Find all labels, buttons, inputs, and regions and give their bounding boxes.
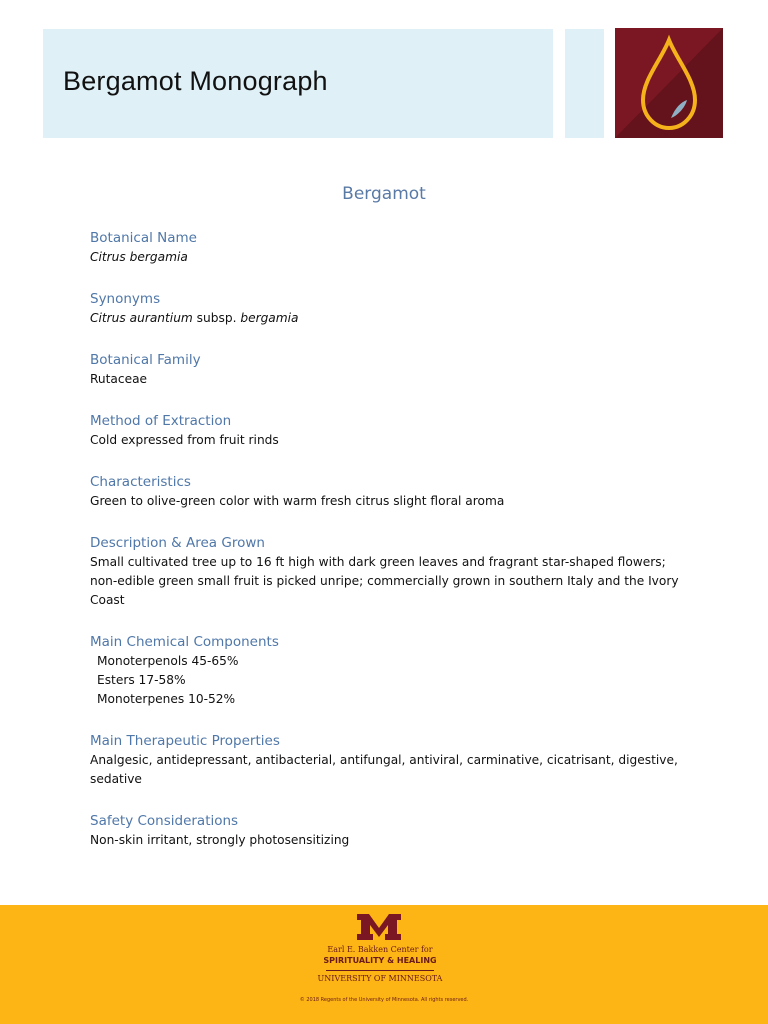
- latin-name: Citrus bergamia: [90, 250, 188, 264]
- section-value: [90, 309, 690, 328]
- monograph-content: [90, 229, 690, 850]
- section-safety: [90, 812, 690, 850]
- latin-name: Citrus aurantium: [90, 311, 193, 325]
- subspecies-label: subsp.: [192, 311, 241, 325]
- section-value: [90, 248, 690, 267]
- footer-center-name: Earl E. Bakken Center for: [327, 945, 433, 954]
- section-value: Small cultivated tree up to 16 ft high with dark green leaves and fragrant star-shaped flowers; non-edible green small fruit is picked unripe; commercially grown in southern Italy and the Ivory Coast: [90, 555, 679, 607]
- footer-university-name: UNIVERSITY OF MINNESOTA: [317, 974, 443, 983]
- page-title: Bergamot Monograph: [63, 66, 328, 96]
- section-heading: Characteristics: [90, 474, 191, 490]
- list-item: Monoterpenes 10-52%: [97, 692, 236, 706]
- footer-divider: [326, 970, 434, 971]
- section-heading: Main Chemical Components: [90, 634, 279, 650]
- chemical-list: [90, 652, 690, 709]
- university-m-logo-icon: [355, 912, 403, 942]
- section-heading: Method of Extraction: [90, 413, 232, 429]
- section-heading: Main Therapeutic Properties: [90, 733, 280, 749]
- document-title: Bergamot: [342, 184, 426, 204]
- section-method-of-extraction: [90, 412, 690, 450]
- section-heading: Synonyms: [90, 291, 161, 307]
- section-heading: Safety Considerations: [90, 813, 239, 829]
- section-value: Green to olive-green color with warm fresh citrus slight floral aroma: [90, 494, 505, 508]
- list-item: Monoterpenols 45-65%: [97, 654, 239, 668]
- list-item: Esters 17-58%: [97, 673, 186, 687]
- section-heading: Botanical Name: [90, 230, 197, 246]
- footer-copyright: © 2018 Regents of the University of Minnesota. All rights reserved.: [299, 997, 469, 1003]
- section-synonyms: [90, 290, 690, 328]
- section-heading: Description & Area Grown: [90, 535, 265, 551]
- section-value: Analgesic, antidepressant, antibacterial, antifungal, antiviral, carminative, cicatrisant, digestive, sedative: [90, 753, 678, 786]
- section-therapeutic-properties: [90, 732, 690, 789]
- oil-drop-icon: [615, 28, 723, 138]
- section-value: Non-skin irritant, strongly photosensitizing: [90, 833, 350, 847]
- section-botanical-family: [90, 351, 690, 389]
- section-description: [90, 534, 690, 610]
- latin-name: bergamia: [240, 311, 299, 325]
- section-value: Rutaceae: [90, 372, 148, 386]
- section-botanical-name: [90, 229, 690, 267]
- footer-center-subtitle: SPIRITUALITY & HEALING: [323, 956, 437, 965]
- section-heading: Botanical Family: [90, 352, 201, 368]
- section-characteristics: [90, 473, 690, 511]
- header-accent-bar: [565, 29, 604, 138]
- section-value: Cold expressed from fruit rinds: [90, 433, 279, 447]
- section-chemical-components: [90, 633, 690, 709]
